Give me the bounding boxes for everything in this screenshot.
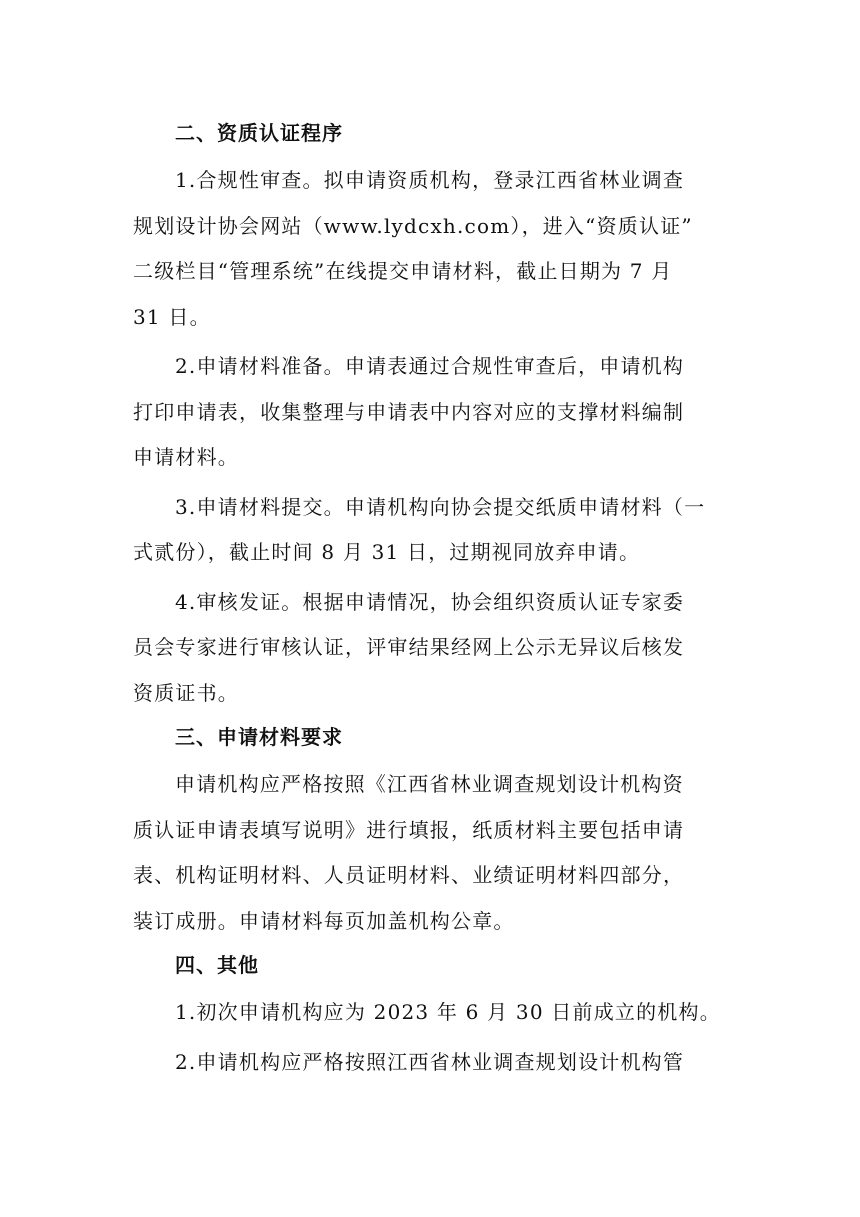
paragraph-review-certification xyxy=(133,580,733,717)
text-line: 表、机构证明材料、人员证明材料、业绩证明材料四部分， xyxy=(133,863,685,887)
paragraph-compliance-review xyxy=(133,158,733,340)
text-line: 31 日。 xyxy=(133,304,211,329)
document-page xyxy=(133,112,733,1089)
text-line: 打印申请表，收集整理与申请表中内容对应的支撑材料编制 xyxy=(133,399,685,424)
paragraph-material-submission xyxy=(133,485,733,576)
text-line: 质认证申请表填写说明》进行填报，纸质材料主要包括申请 xyxy=(133,817,685,842)
text-line: 员会专家进行审核认证，评审结果经网上公示无异议后核发 xyxy=(133,635,685,659)
paragraph-material-preparation xyxy=(133,344,733,481)
section-heading-other: 四、其他 xyxy=(175,953,259,977)
paragraph-other-item-2 xyxy=(133,1040,733,1086)
text-line: 资质证书。 xyxy=(133,680,239,705)
text-line: 规划设计协会网站（www.lydcxh.com），进入“资质认证” xyxy=(133,213,693,238)
text-line: 式贰份），截止时间 8 月 31 日，过期视同放弃申请。 xyxy=(133,540,641,564)
text-line: 装订成册。申请材料每页加盖机构公章。 xyxy=(133,908,515,933)
paragraph-other-item-1 xyxy=(133,990,733,1036)
text-line: 1.初次申请机构应为 2023 年 6 月 30 日前成立的机构。 xyxy=(175,1000,721,1024)
text-line: 1.合规性审查。拟申请资质机构，登录江西省林业调查 xyxy=(175,168,685,192)
text-line: 申请材料。 xyxy=(133,445,239,469)
text-line: 2.申请材料准备。申请表通过合规性审查后，申请机构 xyxy=(175,354,685,378)
text-line: 3.申请材料提交。申请机构向协会提交纸质申请材料（一 xyxy=(175,494,706,519)
text-line: 4.审核发证。根据申请情况，协会组织资质认证专家委 xyxy=(175,589,685,614)
text-line: 二级栏目“管理系统”在线提交申请材料，截止日期为 7 月 xyxy=(133,259,673,283)
text-line: 2.申请机构应严格按照江西省林业调查规划设计机构管 xyxy=(175,1049,685,1074)
section-heading-requirements: 三、申请材料要求 xyxy=(175,725,343,749)
paragraph-material-requirements xyxy=(133,762,733,944)
section-heading-procedure: 二、资质认证程序 xyxy=(175,121,343,145)
text-line: 申请机构应严格按照《江西省林业调查规划设计机构资 xyxy=(175,772,684,796)
